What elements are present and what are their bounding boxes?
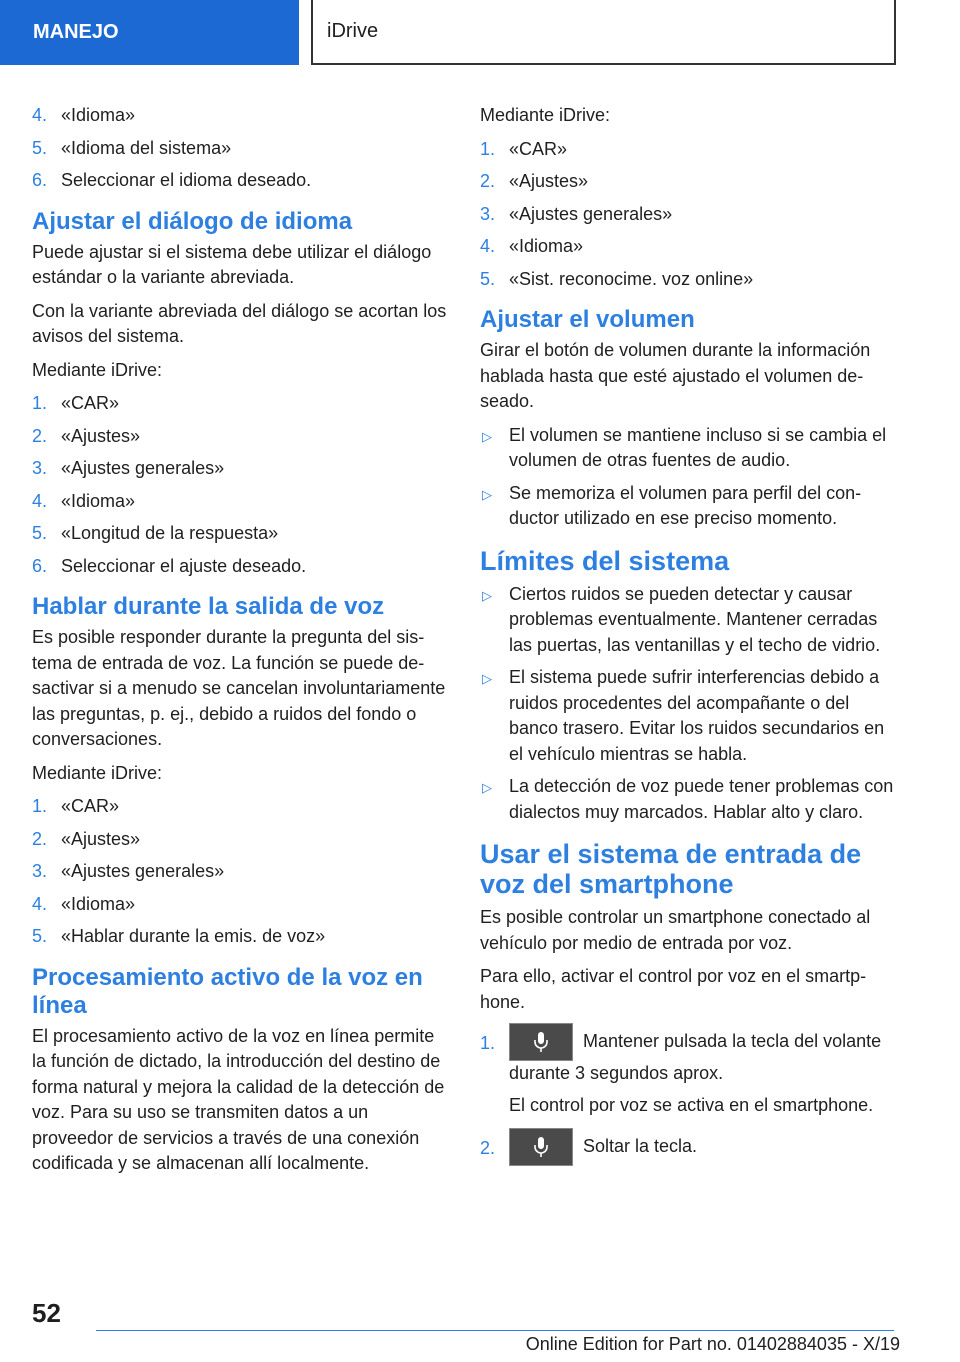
section-heading: Ajustar el volumen bbox=[480, 306, 695, 333]
paragraph: Para ello, activar el control por voz en el smartphone. bbox=[480, 966, 867, 1012]
step-number: 5. bbox=[32, 137, 48, 158]
section-title: MANEJO bbox=[33, 21, 119, 43]
step-number: 3. bbox=[480, 203, 496, 224]
step-text: «Ajustes generales» bbox=[509, 203, 673, 224]
list-item bbox=[480, 481, 900, 532]
step-text: «Ajustes» bbox=[61, 425, 141, 446]
step-text: «Ajustes» bbox=[509, 171, 589, 191]
footer-edition: Online Edition for Part no. 01402884035 - X/19 bbox=[525, 1334, 900, 1354]
list-item bbox=[32, 554, 452, 580]
section-heading: Usar el sistema de entrada de voz del smartphone bbox=[480, 839, 862, 899]
section-heading: Hablar durante la salida de voz bbox=[32, 593, 385, 620]
microphone-icon bbox=[533, 1136, 549, 1158]
list-item bbox=[480, 423, 900, 474]
right-column bbox=[480, 103, 900, 1174]
header-section bbox=[0, 0, 299, 65]
list-item bbox=[32, 892, 452, 918]
page-number: 52 bbox=[32, 1298, 61, 1328]
step-text: «Ajustes generales» bbox=[61, 458, 225, 478]
step-text: «Ajustes» bbox=[61, 828, 141, 849]
list-item bbox=[480, 169, 900, 195]
list-item bbox=[32, 103, 452, 129]
list-item bbox=[32, 827, 452, 853]
section-heading: Límites del sistema bbox=[480, 545, 730, 576]
step-text: «Idioma» bbox=[61, 490, 136, 511]
paragraph: Mediante iDrive: bbox=[32, 762, 163, 783]
list-item bbox=[32, 136, 452, 162]
bullet-text: Ciertos ruidos se pueden detectar y causar problemas eventualmente. Mantener cerradas las puertas, las ventanillas y el techo de vidrio. bbox=[509, 583, 881, 655]
step-number: 3. bbox=[32, 861, 48, 881]
bullet-text: El sistema puede sufrir interferencias debido a ruidos procedentes del acompañante o del banco trasero. Evitar los ruidos secundarios en el vehículo mientras se habla. bbox=[509, 667, 885, 764]
section-heading: Ajustar el diálogo de idioma bbox=[32, 207, 353, 235]
step-text: «Longitud de la respuesta» bbox=[61, 523, 279, 543]
speak-steps bbox=[32, 794, 452, 950]
step-number: 4. bbox=[32, 490, 48, 511]
section-heading: Procesamiento activo de la voz en línea bbox=[32, 963, 423, 1019]
chapter-title: iDrive bbox=[327, 20, 379, 42]
step-text: «CAR» bbox=[61, 393, 120, 413]
step-number: 3. bbox=[32, 458, 48, 478]
dialog-steps bbox=[32, 391, 452, 579]
step-number: 4. bbox=[32, 893, 48, 914]
list-item bbox=[32, 456, 452, 482]
paragraph: Con la variante abreviada del diálogo se acortan los avisos del sistema. bbox=[32, 300, 447, 346]
triangle-bullet-icon: ▷ bbox=[482, 486, 492, 502]
step-text: «Sist. reconocime. voz online» bbox=[509, 268, 754, 289]
step-text: Soltar la tecla. bbox=[583, 1135, 698, 1156]
triangle-bullet-icon: ▷ bbox=[482, 780, 492, 795]
list-item bbox=[32, 521, 452, 547]
step-number: 2. bbox=[32, 828, 48, 849]
list-item bbox=[32, 924, 452, 950]
list-item bbox=[32, 489, 452, 515]
step-number: 6. bbox=[32, 170, 48, 190]
language-steps bbox=[32, 103, 452, 194]
step-number: 4. bbox=[32, 105, 48, 125]
list-item bbox=[480, 774, 900, 825]
step-number: 5. bbox=[32, 523, 48, 543]
step-text: «Idioma» bbox=[61, 893, 136, 914]
limits-bullets bbox=[480, 582, 900, 826]
step-text: «Hablar durante la emis. de voz» bbox=[61, 926, 326, 946]
step-number: 1. bbox=[480, 1033, 496, 1053]
step-text: «Idioma del sistema» bbox=[61, 137, 232, 158]
triangle-bullet-icon: ▷ bbox=[482, 428, 492, 444]
volume-bullets bbox=[480, 423, 900, 532]
paragraph: Mediante iDrive: bbox=[480, 105, 611, 125]
paragraph: Puede ajustar si el sistema debe utilizar el diálogo estándar o la variante abreviada. bbox=[32, 241, 432, 287]
voice-button-image bbox=[509, 1128, 573, 1166]
bullet-text: Se memoriza el volumen para perfil del conductor utilizado en ese preciso momento. bbox=[509, 482, 862, 528]
list-item bbox=[32, 168, 452, 194]
step-number: 5. bbox=[32, 926, 48, 946]
step-text: «CAR» bbox=[61, 796, 120, 816]
left-column bbox=[32, 103, 452, 1185]
list-item bbox=[32, 859, 452, 885]
list-item bbox=[480, 137, 900, 163]
paragraph: Mediante iDrive: bbox=[32, 359, 163, 380]
paragraph: Girar el botón de volumen durante la información hablada hasta que esté ajustado el volumen deseado. bbox=[480, 340, 871, 411]
list-item bbox=[480, 1128, 900, 1166]
step-number: 1. bbox=[32, 796, 48, 816]
step-number: 1. bbox=[32, 393, 48, 413]
list-item bbox=[32, 391, 452, 417]
triangle-bullet-icon: ▷ bbox=[482, 671, 492, 686]
step-number: 2. bbox=[480, 171, 496, 191]
step-number: 6. bbox=[32, 555, 48, 576]
paragraph: El control por voz se activa en el smartphone. bbox=[509, 1094, 874, 1115]
list-item bbox=[32, 794, 452, 820]
step-text: Seleccionar el idioma deseado. bbox=[61, 170, 312, 190]
triangle-bullet-icon: ▷ bbox=[482, 587, 492, 603]
step-number: 4. bbox=[480, 236, 496, 256]
bullet-text: La detección de voz puede tener problemas con dialectos muy marcados. Hablar alto y claro. bbox=[509, 776, 894, 822]
step-number: 2. bbox=[32, 425, 48, 446]
list-item bbox=[480, 1023, 900, 1118]
step-number: 1. bbox=[480, 138, 496, 159]
step-text: «Ajustes generales» bbox=[61, 861, 225, 881]
list-item bbox=[480, 234, 900, 260]
paragraph: Es posible controlar un smartphone conectado al vehículo por medio de entrada por voz. bbox=[480, 907, 871, 953]
smartphone-steps bbox=[480, 1023, 900, 1166]
step-text: Mantener pulsada la tecla del volante durante 3 segundos aprox. bbox=[509, 1030, 882, 1083]
step-text: «Idioma» bbox=[509, 236, 584, 256]
list-item bbox=[480, 582, 900, 659]
step-text: «CAR» bbox=[509, 138, 568, 159]
online-steps bbox=[480, 137, 900, 293]
list-item bbox=[480, 665, 900, 767]
list-item bbox=[32, 424, 452, 450]
paragraph: El procesamiento activo de la voz en línea permite la función de dictado, la introducción del destino de forma natural y mejora la calidad de la detección de voz. Para su uso se transmiten datos a un proveedor de servicios a través de una conexión codificada y se almacenan allí localmente. bbox=[32, 1025, 445, 1173]
step-number: 5. bbox=[480, 268, 496, 289]
step-text: Seleccionar el ajuste deseado. bbox=[61, 555, 307, 576]
bullet-text: El volumen se mantiene incluso si se cambia el volumen de otras fuentes de audio. bbox=[509, 424, 887, 470]
microphone-icon bbox=[533, 1031, 549, 1053]
list-item bbox=[480, 202, 900, 228]
footer-divider bbox=[96, 1330, 894, 1331]
voice-button-image bbox=[509, 1023, 573, 1061]
step-text: «Idioma» bbox=[61, 105, 136, 125]
paragraph: Es posible responder durante la pregunta del sistema de entrada de voz. La función se puede desactivar si a menudo se cancelan involuntariamente las preguntas, p. ej., debido a ruidos del fondo o conversaciones. bbox=[32, 627, 446, 749]
list-item bbox=[480, 267, 900, 293]
header-chapter bbox=[311, 0, 896, 65]
step-number: 2. bbox=[480, 1138, 496, 1158]
